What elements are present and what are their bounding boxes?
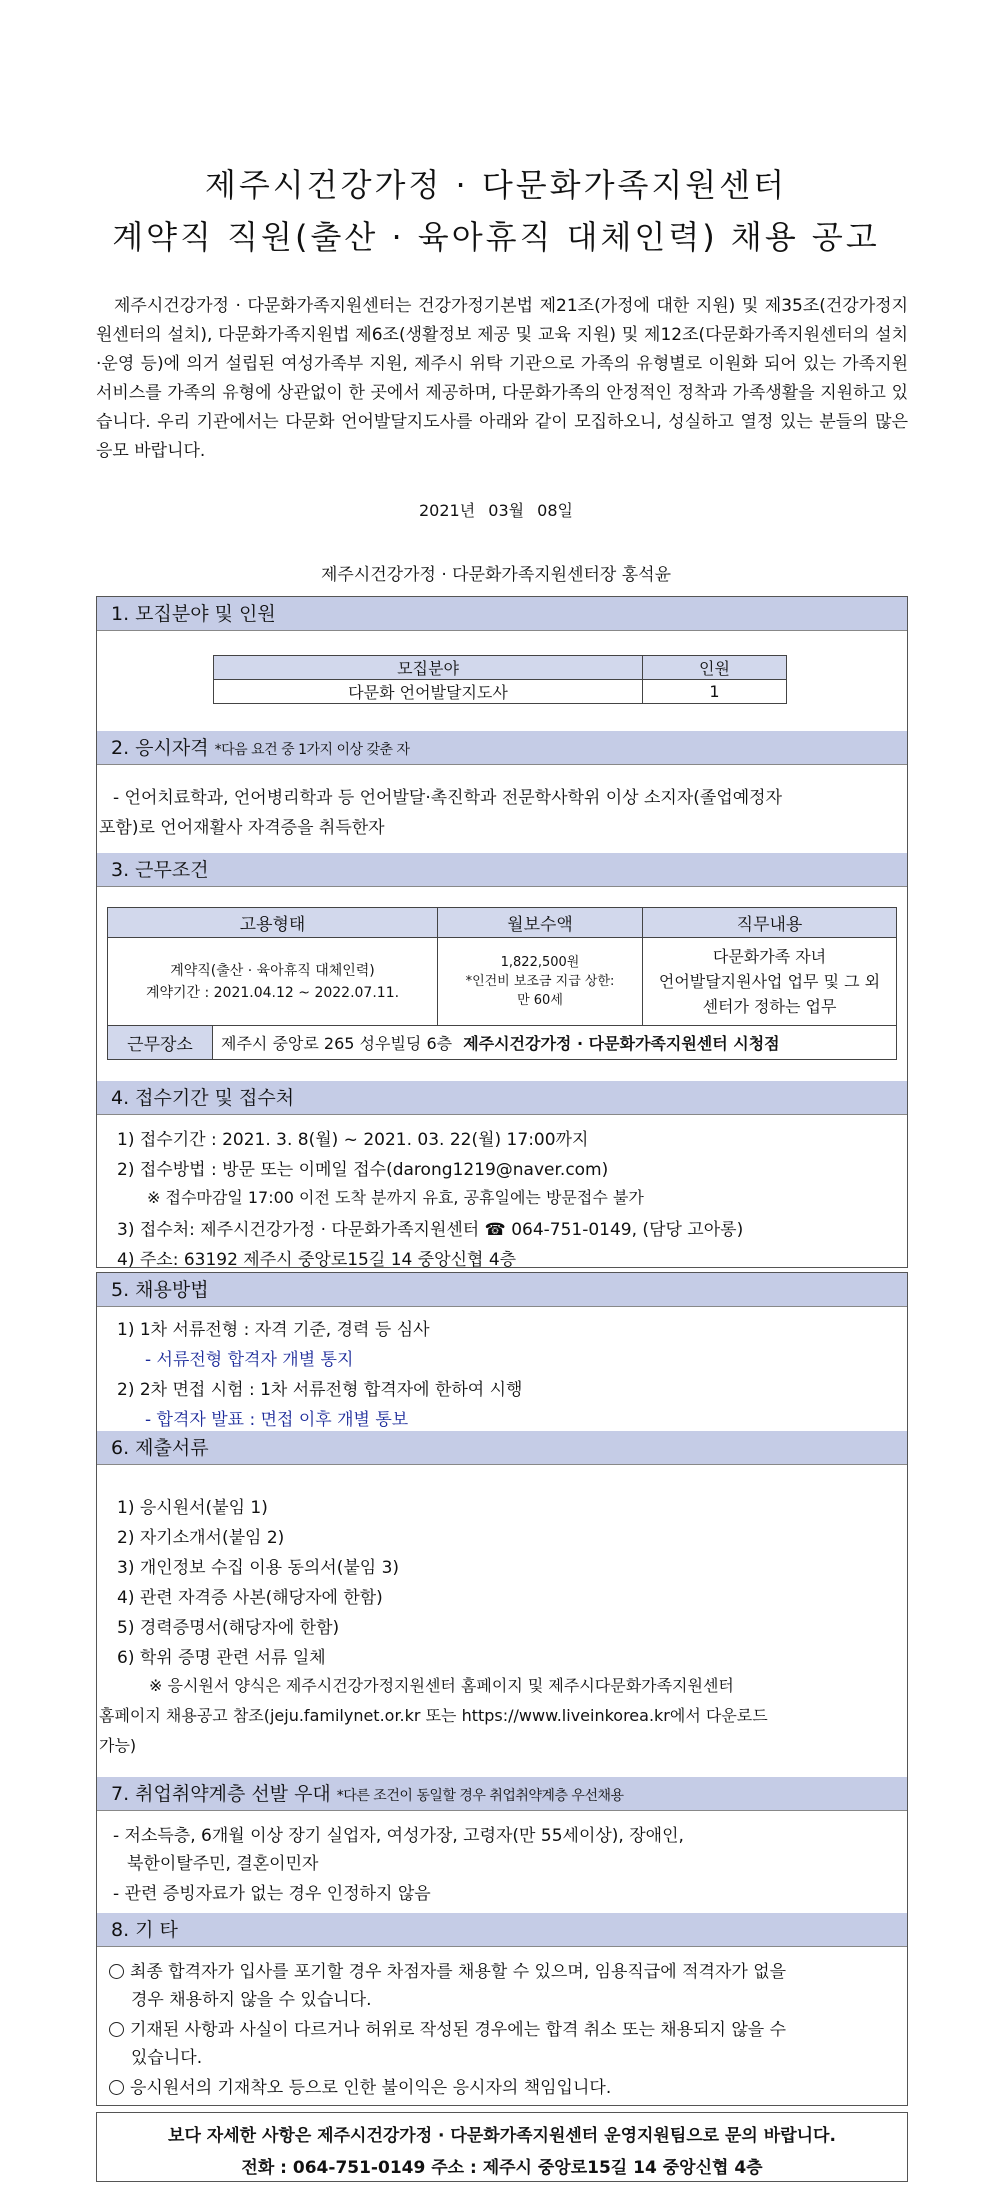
section-6-title: 6. 제출서류: [111, 1437, 209, 1459]
application-address: 4) 주소: 63192 제주시 중앙로15길 14 중앙신협 4층: [117, 1250, 517, 1270]
preference-line-3: - 관련 증빙자료가 없는 경우 인정하지 않음: [113, 1884, 431, 1904]
recruit-header-count: 인원: [643, 656, 787, 680]
contact-line-2: 전화 : 064-751-0149 주소 : 제주시 중앙로15길 14 중앙신협 4층: [241, 2158, 763, 2178]
qualification-line-2: 포함)로 언어재활사 자격증을 취득한자: [99, 818, 385, 838]
selection-step-1-note: - 서류전형 합격자 개별 통지: [145, 1350, 354, 1370]
duty-cell: [643, 938, 897, 1026]
etc-item-3: [109, 2073, 611, 2098]
section-7-header: [97, 1777, 907, 1811]
workplace-address: 제주시 중앙로 265 성우빌딩 6층: [221, 1034, 453, 1053]
employment-type-cell: [108, 938, 438, 1026]
etc-item-1: [109, 1957, 786, 1982]
duty-line-2: 언어발달지원사업 업무 및 그 외: [658, 972, 881, 991]
section-4-title: 4. 접수기간 및 접수처: [111, 1087, 295, 1109]
workplace-label: 근무장소: [108, 1026, 213, 1060]
etc-item-1-line-1: 최종 합격자가 입사를 포기할 경우 차점자를 채용할 수 있으며, 임용직급에 적격자가 없을: [130, 1962, 787, 1982]
application-note: ※ 접수마감일 17:00 이전 도착 분까지 유효, 공휴일에는 방문접수 불가: [147, 1188, 644, 1207]
selection-step-2: 2) 2차 면접 시험 : 1차 서류전형 합격자에 한하여 시행: [117, 1380, 523, 1400]
document-item-4: 4) 관련 자격증 사본(해당자에 한함): [117, 1588, 383, 1608]
contact-footer: [96, 2112, 908, 2182]
title-line-2: 계약직 직원(출산 · 육아휴직 대체인력) 채용 공고: [112, 218, 880, 256]
pay-cell: [438, 938, 643, 1026]
pay-note-2: 만 60세: [517, 993, 563, 1008]
duty-line-3: 센터가 정하는 업무: [702, 997, 837, 1016]
section-7-title: 7. 취업취약계층 선발 우대: [111, 1783, 331, 1805]
section-box-5-8: [96, 1272, 908, 2106]
contract-period: 계약기간 : 2021.04.12 ~ 2022.07.11.: [145, 984, 400, 1001]
notice-date: 2021년 03월 08일: [419, 501, 573, 520]
section-3-header: [97, 853, 907, 887]
etc-item-2-line-2: 있습니다.: [131, 2048, 203, 2068]
intro-paragraph: 제주시건강가정 · 다문화가족지원센터는 건강가정기본법 제21조(가정에 대한 지원) 및 제35조(건강가정지원센터의 설치), 다문화가족지원법 제6조(생활정보 제공 및 교육 지원) 및 제12조(다문화가족지원센터의 설치·운영 등)에 의거 설립된 여성가족부 지원, 제주시 위탁 기관으로 가족의 유형별로 이원화 되어 있는 가족지원서비스를 가족의 유형에 상관없이 한 곳에서 제공하며, 다문화가족의 안정적인 정착과 가족생활을 지원하고 있습니다. 우리 기관에서는 다문화 언어발달지도사를 아래와 같이 모집하오니, 성실하고 열정 있는 분들의 많은 응모 바랍니다.: [96, 296, 908, 461]
section-5-header: [97, 1273, 907, 1307]
signature: 제주시건강가정 · 다문화가족지원센터장 홍석윤: [320, 565, 672, 585]
application-office: 3) 접수처: 제주시건강가정 · 다문화가족지원센터 ☎ 064-751-0149, (담당 고아롱): [117, 1220, 744, 1240]
contact-line-1: 보다 자세한 사항은 제주시건강가정 · 다문화가족지원센터 운영지원팀으로 문의 바랍니다.: [168, 2126, 836, 2146]
documents-note-1: ※ 응시원서 양식은 제주시건강가정지원센터 홈페이지 및 제주시다문화가족지원센터: [149, 1676, 734, 1695]
recruit-count: 1: [643, 680, 787, 704]
workplace-name: 제주시건강가정 · 다문화가족지원센터 시청점: [463, 1034, 780, 1053]
document-item-6: 6) 학위 증명 관련 서류 일체: [117, 1648, 326, 1668]
document-item-2: 2) 자기소개서(붙임 2): [117, 1528, 285, 1548]
application-method: 2) 접수방법 : 방문 또는 이메일 접수(darong1219@naver.com): [117, 1160, 609, 1180]
workplace-cell: [213, 1026, 897, 1060]
selection-step-2-note: - 합격자 발표 : 면접 이후 개별 통보: [145, 1410, 409, 1430]
preference-line-1: - 저소득층, 6개월 이상 장기 실업자, 여성가장, 고령자(만 55세이상), 장애인,: [113, 1826, 684, 1846]
conditions-header-type: 고용형태: [108, 908, 438, 938]
section-2-title: 2. 응시자격: [111, 737, 209, 759]
section-1-title: 1. 모집분야 및 인원: [111, 603, 276, 625]
conditions-header-duty: 직무내용: [643, 908, 897, 938]
preference-line-2: 북한이탈주민, 결혼이민자: [127, 1854, 319, 1874]
recruit-table: [213, 655, 787, 704]
section-2-header: [97, 731, 907, 765]
recruit-header-field: 모집분야: [214, 656, 643, 680]
section-8-header: [97, 1913, 907, 1947]
circle-bullet-icon: [109, 1964, 124, 1979]
section-6-header: [97, 1431, 907, 1465]
etc-item-1-line-2: 경우 채용하지 않을 수 있습니다.: [131, 1990, 372, 2010]
section-8-title: 8. 기 타: [111, 1919, 178, 1941]
etc-item-2: [109, 2015, 786, 2040]
section-7-note: *다른 조건이 동일할 경우 취업취약계층 우선채용: [336, 1788, 624, 1804]
document-item-3: 3) 개인정보 수집 이용 동의서(붙임 3): [117, 1558, 400, 1578]
conditions-header-pay: 월보수액: [438, 908, 643, 938]
selection-step-1: 1) 1차 서류전형 : 자격 기준, 경력 등 심사: [117, 1320, 430, 1340]
conditions-table: [107, 907, 897, 1060]
monthly-pay: 1,822,500원: [500, 955, 580, 970]
etc-item-3-text: 응시원서의 기재착오 등으로 인한 불이익은 응시자의 책임입니다.: [130, 2078, 612, 2098]
recruit-field: 다문화 언어발달지도사: [214, 680, 643, 704]
documents-note-3: 가능): [99, 1736, 137, 1755]
employment-type: 계약직(출산 · 육아휴직 대체인력): [170, 962, 375, 979]
pay-note-1: *인건비 보조금 지급 상한:: [465, 974, 615, 989]
circle-bullet-icon: [109, 2022, 124, 2037]
document-item-5: 5) 경력증명서(해당자에 한함): [117, 1618, 340, 1638]
title-line-1: 제주시건강가정 · 다문화가족지원센터: [204, 166, 788, 204]
section-box-1-4: [96, 596, 908, 1268]
duty-line-1: 다문화가족 자녀: [712, 947, 827, 966]
section-2-note: *다음 요건 중 1가지 이상 갖춘 자: [214, 742, 410, 758]
documents-note-2: 홈페이지 채용공고 참조(jeju.familynet.or.kr 또는 https://www.liveinkorea.kr에서 다운로드: [99, 1706, 768, 1725]
section-3-title: 3. 근무조건: [111, 859, 209, 881]
etc-item-2-line-1: 기재된 사항과 사실이 다르거나 허위로 작성된 경우에는 합격 취소 또는 채용되지 않을 수: [130, 2020, 787, 2040]
section-5-title: 5. 채용방법: [111, 1279, 209, 1301]
qualification-line-1: - 언어치료학과, 언어병리학과 등 언어발달·촉진학과 전문학사학위 이상 소지자(졸업예정자: [113, 788, 783, 808]
application-period: 1) 접수기간 : 2021. 3. 8(월) ~ 2021. 03. 22(월) 17:00까지: [117, 1130, 589, 1150]
section-1-header: [97, 597, 907, 631]
document-item-1: 1) 응시원서(붙임 1): [117, 1498, 268, 1518]
section-4-header: [97, 1081, 907, 1115]
circle-bullet-icon: [109, 2080, 124, 2095]
